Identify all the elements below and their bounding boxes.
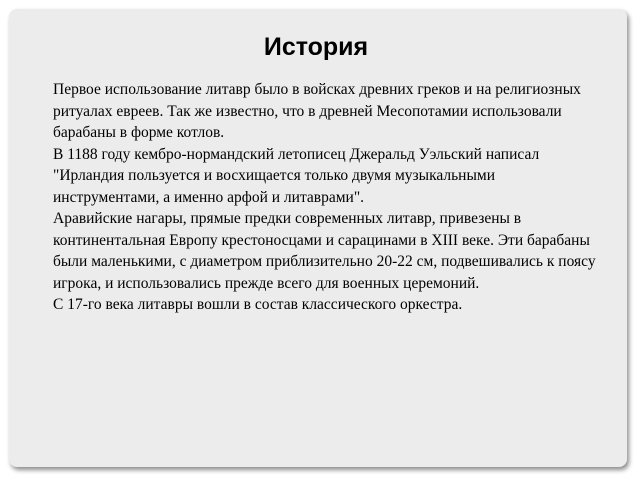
paragraph-orchestra: С 17-го века литавры вошли в состав классического оркестра. xyxy=(53,296,463,313)
slide-title: История xyxy=(263,33,369,61)
paragraph-arabian-naqqara: Аравийские нагары, прямые предки современных литавр, привезены в континентальная Европу крестоносцами и сарацинами в XIII веке. Эти барабаны были маленькими, с диаметром приблизительно 20-22 см, подвешивались к поясу игрока, и использовались прежде всего для военных церемоний. xyxy=(53,210,596,292)
paragraph-ancient-origins: Первое использование литавр было в войсках древних греков и на религиозных ритуалах евреев. Так же известно, что в древней Месопотамии использовали барабаны в форме котлов. xyxy=(53,81,581,141)
slide-body xyxy=(53,79,598,316)
paragraph-gerald-of-wales: В 1188 году кембро-нормандский летописец Джеральд Уэльский написал "Ирландия пользуется и восхищается только двумя музыкальными инструментами, а именно арфой и литаврами". xyxy=(53,145,540,206)
